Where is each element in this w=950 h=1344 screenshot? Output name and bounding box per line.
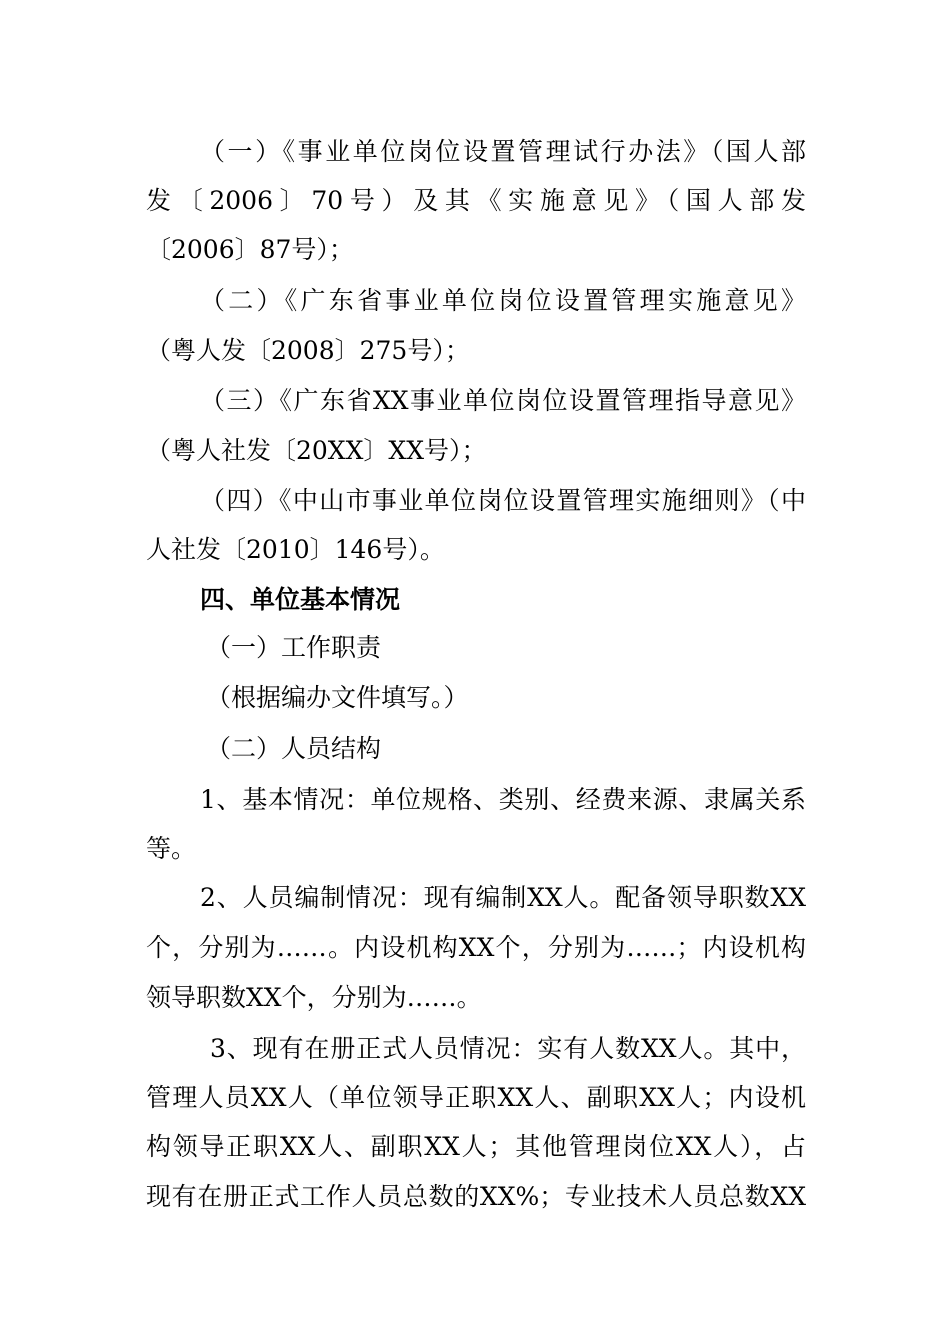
basic-info-line-2: 等。	[146, 834, 197, 863]
basis-item-1-line-3: 〔2006〕87号）；	[146, 235, 354, 264]
subheading-work-duties: （一）工作职责	[206, 633, 382, 662]
basis-item-4-line-2: 人社发〔2010〕146号）。	[146, 535, 445, 564]
staffing-line-3: 领导职数XX个，分别为……。	[146, 983, 482, 1012]
section-heading-unit-basics: 四、单位基本情况	[200, 585, 401, 614]
current-staff-line-1: 3、现有在册正式人员情况：实有人数XX人。其中，	[210, 1034, 806, 1063]
current-staff-line-2: 管理人员XX人（单位领导正职XX人、副职XX人；内设机	[146, 1083, 806, 1112]
basis-item-4-line-1: （四）《中山市事业单位岗位设置管理实施细则》（中	[200, 486, 806, 515]
basis-item-2-line-2: （粤人发〔2008〕275号）；	[146, 336, 470, 365]
staffing-line-1: 2、人员编制情况：现有编制XX人。配备领导职数XX	[200, 883, 806, 912]
basis-item-3-line-1: （三）《广东省XX事业单位岗位设置管理指导意见》	[200, 386, 806, 415]
subheading-staff-structure: （二）人员结构	[206, 734, 382, 763]
current-staff-line-3: 构领导正职XX人、副职XX人；其他管理岗位XX人），占	[146, 1132, 806, 1161]
staffing-line-2: 个，分别为……。内设机构XX个，分别为……；内设机构	[146, 933, 806, 962]
basis-item-3-line-2: （粤人社发〔20XX〕XX号）；	[146, 436, 487, 465]
basic-info-line-1: 1、基本情况：单位规格、类别、经费来源、隶属关系	[200, 785, 806, 814]
note-fill-by-document: （根据编办文件填写。）	[206, 683, 469, 712]
current-staff-line-4: 现有在册正式工作人员总数的XX%；专业技术人员总数XX	[146, 1182, 806, 1211]
basis-item-1-line-2: 发〔2006〕70号）及其《实施意见》（国人部发	[146, 186, 806, 215]
basis-item-1-line-1: （一）《事业单位岗位设置管理试行办法》（国人部	[200, 137, 806, 166]
basis-item-2-line-1: （二）《广东省事业单位岗位设置管理实施意见》	[200, 286, 806, 315]
